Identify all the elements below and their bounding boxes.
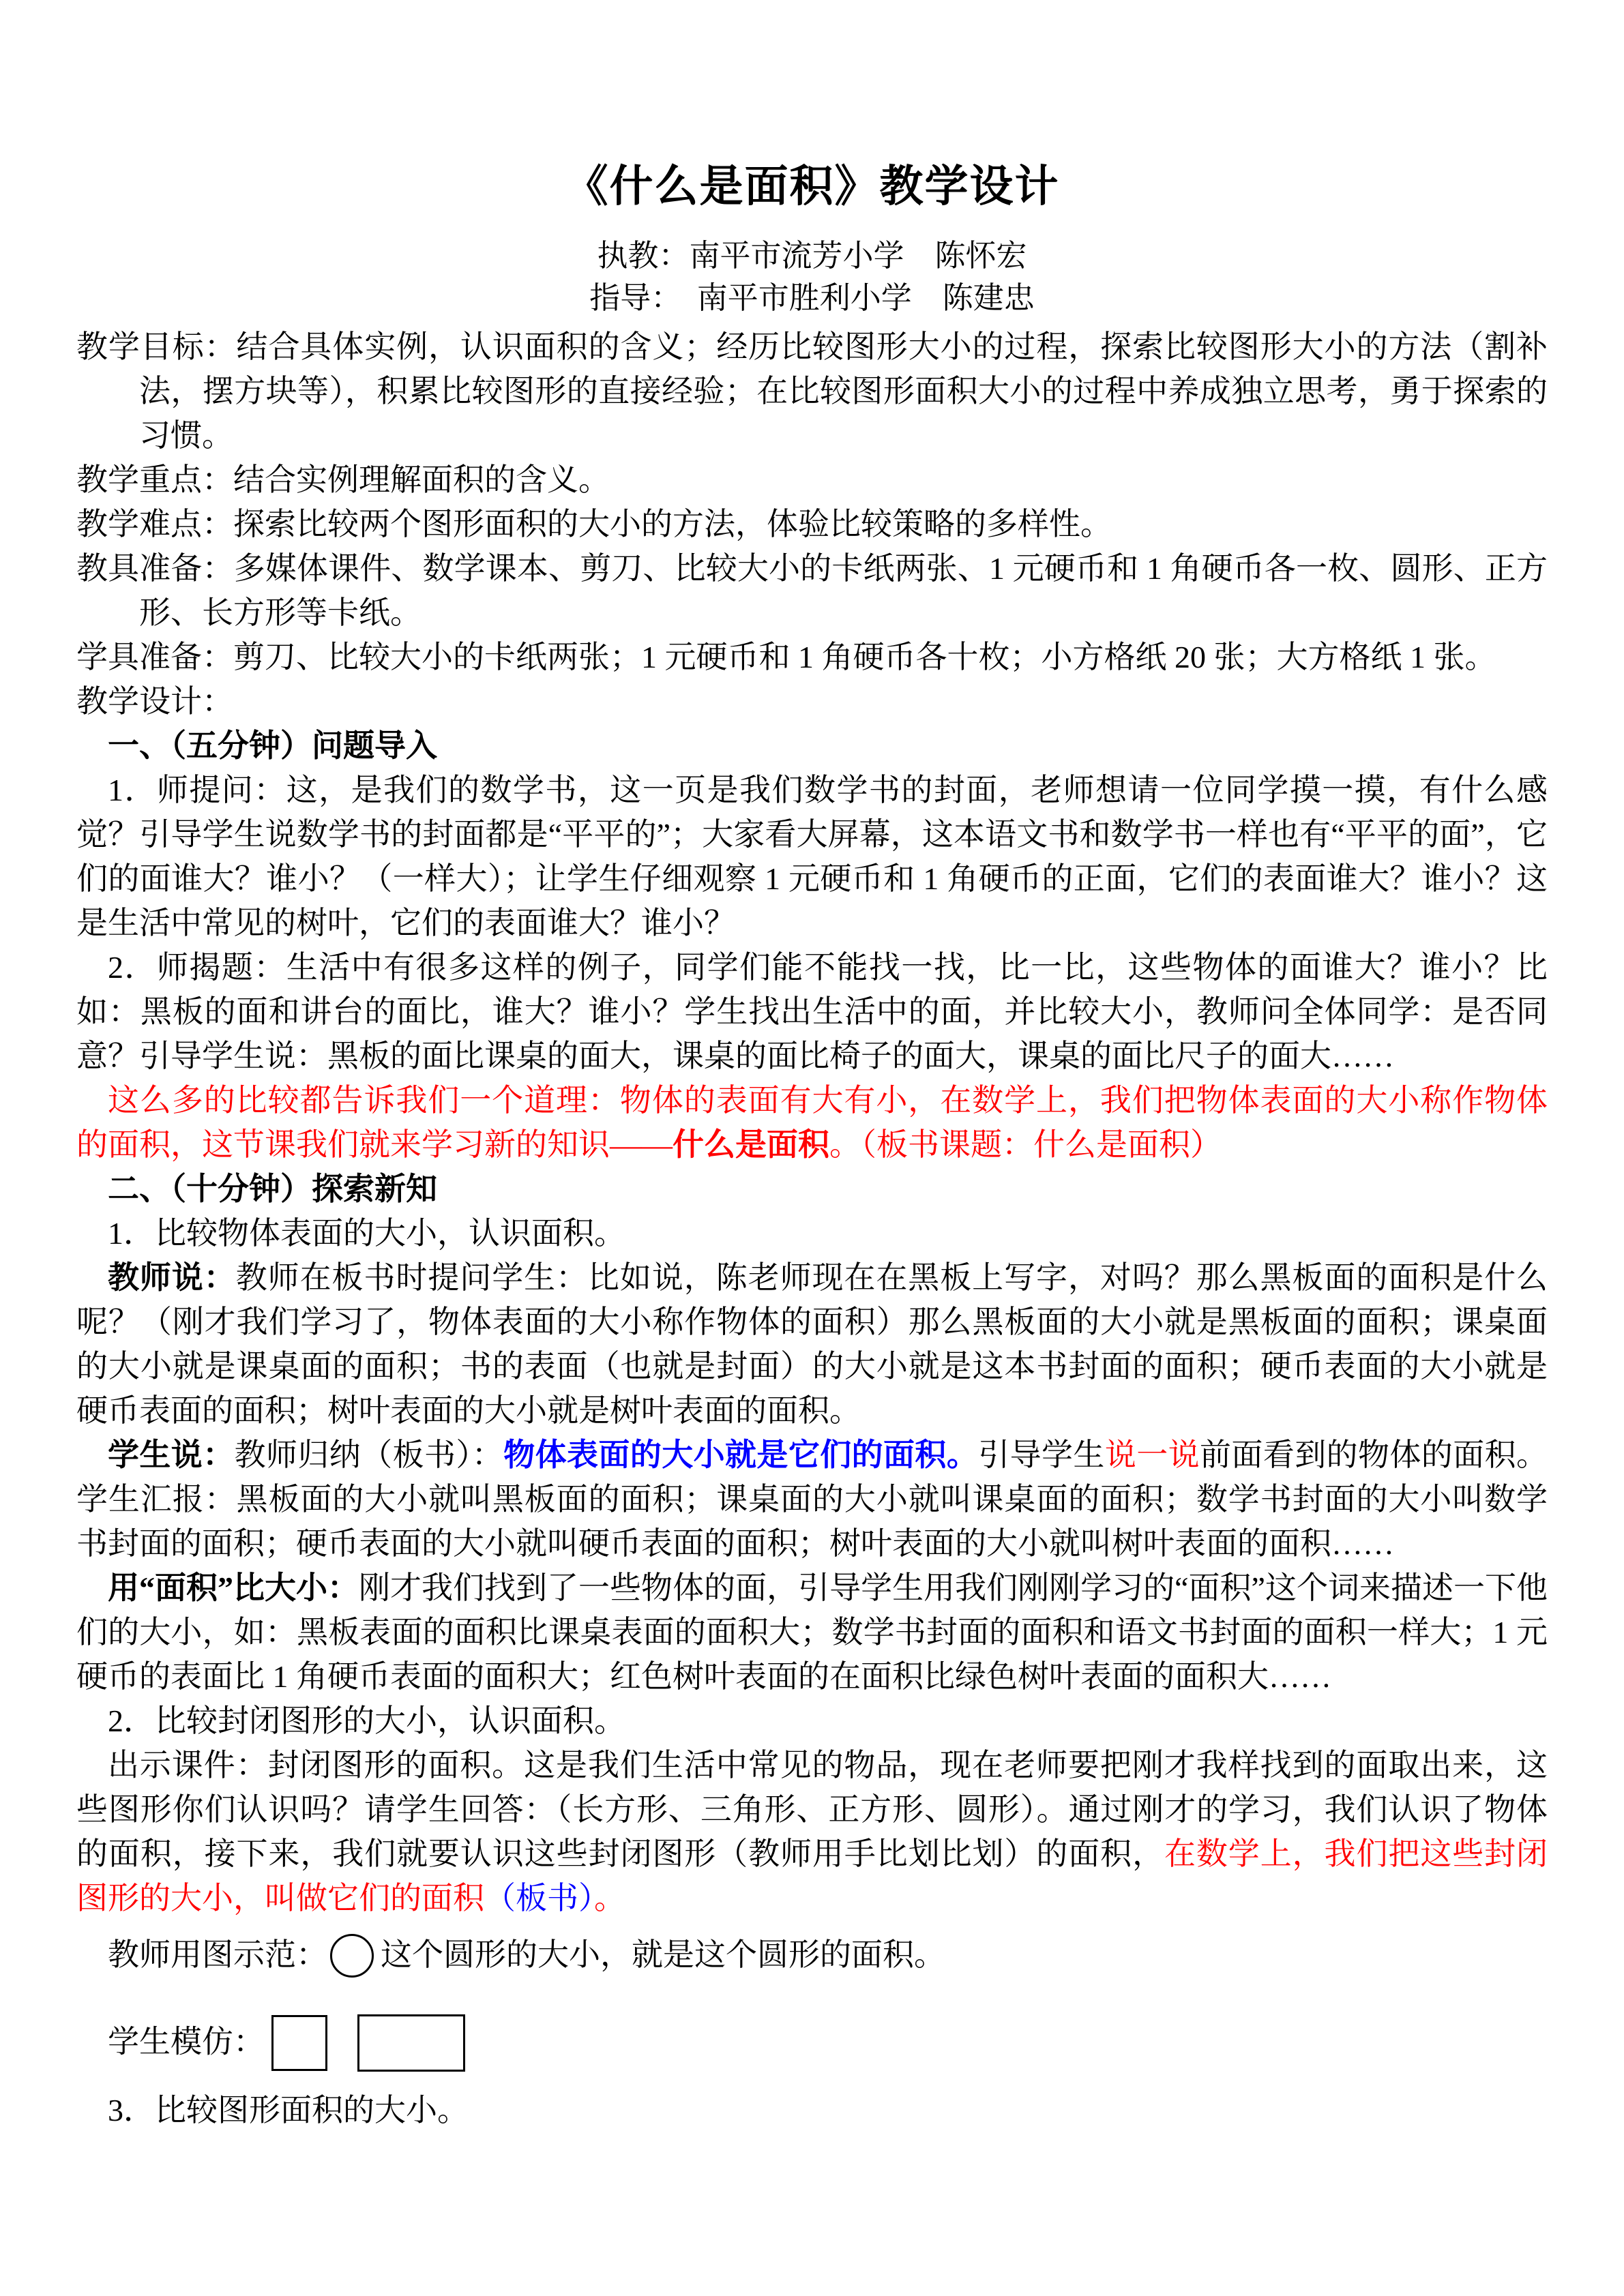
text-run: 用“面积”比大小： xyxy=(108,1570,359,1605)
teaching-focus xyxy=(76,458,1548,502)
text-run: （板书） xyxy=(484,1881,594,1915)
teaching-difficulty xyxy=(76,502,1548,546)
para-teacher-question xyxy=(76,768,1548,945)
text-run: 刚才我们找到了一些物体的面，引导学生用我们刚刚学习的“面积”这个词来描述一下他们的大小，如：黑板表面的面积比课桌表面的面积大；数学书封面的面积和语文书封面的面积一样大；1 元硬币的表面比 1 角硬币表面的面积大；红色树叶表面的在面积比绿色树叶表面的面积大…… xyxy=(76,1570,1548,1694)
teaching-design-label xyxy=(76,679,1548,724)
para-teacher-says xyxy=(76,1255,1548,1433)
text-run: 教师说： xyxy=(108,1260,236,1295)
text-run: 出示课件：封闭图形的面积。这是我们生活中常见的物品，现在老师要把刚才我样找到的面取出来，这些图形你们认识吗？请学生回答：（长方形、三角形、正方形、圆形）。通过刚才的学习，我们认识了物体的面积，接下来，我们就要认识这些封闭图形（教师用手比划比划）的面积， xyxy=(76,1748,1548,1871)
document-title: 《什么是面积》教学设计 xyxy=(564,162,1060,211)
text-run: 教师归纳（板书）： xyxy=(234,1437,504,1472)
text-run: 。 xyxy=(594,1881,625,1915)
teacher-materials xyxy=(76,546,1548,635)
para-use-area-compare xyxy=(76,1566,1548,1699)
text-run: 。（板书课题：什么是面积） xyxy=(829,1127,1222,1162)
student-materials xyxy=(76,635,1548,679)
text-run: 2．比较封闭图形的大小，认识面积。 xyxy=(108,1703,625,1738)
text-run: 3．比较图形面积的大小。 xyxy=(108,2093,469,2128)
text-run: 学具准备：剪刀、比较大小的卡纸两张；1 元硬币和 1 角硬币各十枚；小方格纸 20 张；大方格纸 1 张。 xyxy=(76,640,1496,674)
para-teacher-reveal xyxy=(76,945,1548,1078)
text-run: 在数学上，我们把这些封闭图形的大小，叫做它们的面积 xyxy=(76,1836,1548,1915)
byline-advisor: 指导： 南平市胜利小学 陈建忠 xyxy=(589,281,1035,315)
square-shape xyxy=(271,2015,327,2071)
text-run: 这么多的比较都告诉我们一个道理：物体的表面有大有小，在数学上，我们把物体表面的大小称作物体的面积，这节课我们就来学习新的知识—— xyxy=(76,1083,1548,1162)
text-run: 教学目标：结合具体实例，认识面积的含义；经历比较图形大小的过程，探索比较图形大小的方法（割补法，摆方块等），积累比较图形的直接经验；在比较图形面积大小的过程中养成独立思考，勇于探索的习惯。 xyxy=(76,329,1548,453)
text-run: 这个圆形的大小，就是这个圆形的面积。 xyxy=(381,1937,945,1972)
text-run: 一、（五分钟）问题导入 xyxy=(108,728,437,763)
text-run: 教学难点：探索比较两个图形面积的大小的方法，体验比较策略的多样性。 xyxy=(76,507,1112,541)
section-1-heading xyxy=(76,724,1548,768)
text-run: 说一说 xyxy=(1104,1437,1200,1472)
text-run: 什么是面积 xyxy=(673,1127,829,1162)
byline-executor: 执教：南平市流芳小学 陈怀宏 xyxy=(597,239,1027,273)
text-run: 物体表面的大小就是它们的面积。 xyxy=(503,1437,979,1472)
para-student-says xyxy=(76,1433,1548,1566)
text-run: 教具准备：多媒体课件、数学课本、剪刀、比较大小的卡纸两张、1 元硬币和 1 角硬币各一枚、圆形、正方形、长方形等卡纸。 xyxy=(76,551,1548,630)
rectangle-shape xyxy=(357,2014,465,2072)
circle-shape xyxy=(330,1934,374,1978)
text-run: 学生模仿： xyxy=(108,2025,265,2059)
text-run: 教师在板书时提问学生：比如说，陈老师现在在黑板上写字，对吗？那么黑板面的面积是什么呢？（刚才我们学习了，物体表面的大小称作物体的面积）那么黑板面的大小就是黑板面的面积；课桌面的大小就是课桌面的面积；书的表面（也就是封面）的大小就是这本书封面的面积；硬币表面的大小就是硬币表面的面积；树叶表面的大小就是树叶表面的面积。 xyxy=(76,1260,1548,1428)
text-run: 1．师提问：这，是我们的数学书，这一页是我们数学书的封面，老师想请一位同学摸一摸，有什么感觉？引导学生说数学书的封面都是“平平的”；大家看大屏幕，这本语文书和数学书一样也有“平平的面”，它们的面谁大？谁小？（一样大）；让学生仔细观察 1 元硬币和 1 角硬币的正面，它们的表面谁大？谁小？这是生活中常见的树叶，它们的表面谁大？谁小？ xyxy=(76,773,1548,940)
para-compare-closed-shapes xyxy=(76,1699,1548,1743)
para-show-courseware xyxy=(76,1743,1548,1920)
text-run: 前面看到的物体的面积。学生汇报：黑板面的大小就叫黑板面的面积；课桌面的大小就叫课桌面的面积；数学书封面的大小叫数学书封面的面积；硬币表面的大小就叫硬币表面的面积；树叶表面的大小就叫树叶表面的面积…… xyxy=(76,1437,1548,1561)
teaching-objectives xyxy=(76,325,1548,458)
para-compare-surfaces xyxy=(76,1211,1548,1255)
text-run: 教师用图示范： xyxy=(108,1937,327,1972)
text-run: 教学设计： xyxy=(76,684,233,719)
text-run: 学生说： xyxy=(108,1437,235,1472)
para-compare-shape-areas xyxy=(76,2088,1548,2132)
text-run: 1．比较物体表面的大小，认识面积。 xyxy=(108,1216,625,1251)
text-run: 二、（十分钟）探索新知 xyxy=(108,1172,437,1206)
para-summary-red xyxy=(76,1078,1548,1167)
text-run: 教学重点：结合实例理解面积的含义。 xyxy=(76,462,610,497)
text-run: 2．师揭题：生活中有很多这样的例子，同学们能不能找一找，比一比，这些物体的面谁大？谁小？比如：黑板的面和讲台的面比，谁大？谁小？学生找出生活中的面，并比较大小，教师问全体同学：是否同意？引导学生说：黑板的面比课桌的面大，课桌的面比椅子的面大，课桌的面比尺子的面大…… xyxy=(76,950,1548,1073)
text-run: 引导学生 xyxy=(978,1437,1105,1472)
para-teacher-demo xyxy=(76,1933,1548,1982)
section-2-heading xyxy=(76,1167,1548,1211)
document-content xyxy=(76,325,1548,2132)
para-student-imitate xyxy=(76,2014,1548,2076)
